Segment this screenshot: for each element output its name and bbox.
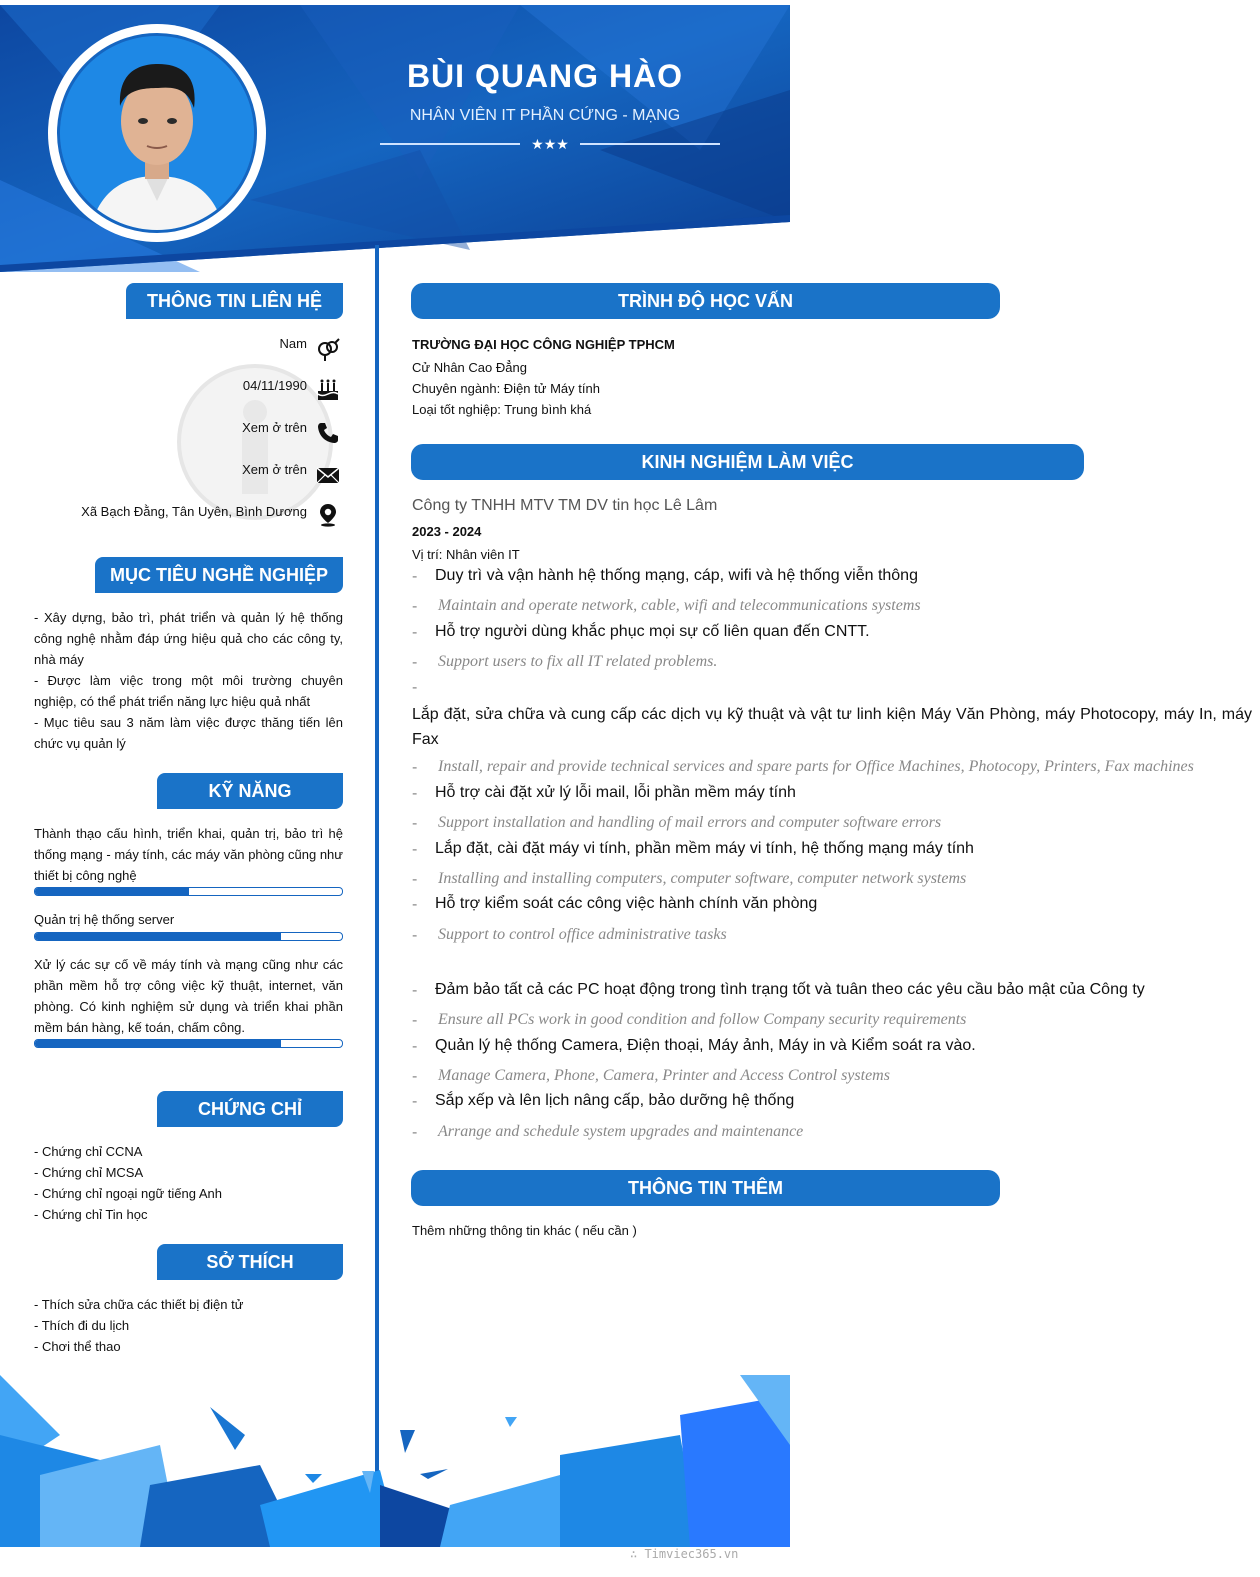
- bullet-dash: -: [412, 1124, 418, 1141]
- duty-vi: Lắp đặt, sửa chữa và cung cấp các dịch vụ kỹ thuật và vật tư linh kiện Máy Văn Phòng, máy Photocopy, máy In, máy Fax: [412, 706, 1252, 748]
- contact-phone: Xem ở trên: [242, 420, 307, 435]
- column-divider: [375, 245, 379, 1505]
- degree: Cử Nhân Cao Đẳng: [412, 360, 527, 375]
- contact-gender: Nam: [279, 336, 307, 351]
- list-item: - Chứng chỉ MCSA: [34, 1165, 144, 1180]
- list-item: - Thích sửa chữa các thiết bị điện tử: [34, 1297, 244, 1312]
- hobbies-heading: SỞ THÍCH: [157, 1244, 343, 1280]
- duty-vi: Duy trì và vận hành hệ thống mạng, cáp, wifi và hệ thống viễn thông: [435, 567, 918, 584]
- objective-line: - Xây dựng, bảo trì, phát triển và quản lý hệ thống công nghệ nhằm đáp ứng hiệu quả cho các công ty, nhà máy: [34, 610, 343, 667]
- education-heading: TRÌNH ĐỘ HỌC VẤN: [411, 283, 1000, 319]
- certificates-heading: CHỨNG CHỈ: [157, 1091, 343, 1127]
- bullet-dash: -: [412, 785, 418, 802]
- experience-heading: KINH NGHIỆM LÀM VIỆC: [411, 444, 1084, 480]
- contact-heading: THÔNG TIN LIÊN HỆ: [126, 283, 343, 319]
- bullet-dash: -: [412, 896, 418, 913]
- skill-bar-fill: [35, 933, 281, 940]
- duty-vi: Lắp đặt, cài đặt máy vi tính, phần mềm máy vi tính, hệ thống mạng máy tính: [435, 840, 974, 857]
- footer-banner: [0, 1375, 790, 1547]
- bullet-dash: -: [412, 815, 418, 832]
- skills-heading: KỸ NĂNG: [157, 773, 343, 809]
- school-name: TRƯỜNG ĐẠI HỌC CÔNG NGHIỆP TPHCM: [412, 337, 675, 352]
- graduation-grade: Loại tốt nghiệp: Trung bình khá: [412, 402, 592, 417]
- mail-icon: [316, 463, 340, 487]
- list-item: - Chứng chỉ CCNA: [34, 1144, 143, 1159]
- bullet-dash: -: [412, 982, 418, 999]
- list-item: - Thích đi du lịch: [34, 1318, 130, 1333]
- list-item: - Chứng chỉ ngoại ngữ tiếng Anh: [34, 1186, 222, 1201]
- objective-line: - Mục tiêu sau 3 năm làm việc được thăng tiến lên chức vụ quản lý: [34, 715, 343, 751]
- skill-text: Thành thạo cấu hình, triển khai, quản trị, bảo trì hệ thống mạng - máy tính, các máy văn phòng cũng như thiết bị công nghệ: [34, 826, 343, 883]
- duty-en: Install, repair and provide technical services and spare parts for Office Machines, Photocopy, Printers, Fax machines: [438, 758, 1194, 775]
- list-item: - Chứng chỉ Tin học: [34, 1207, 148, 1222]
- duty-en: Maintain and operate network, cable, wifi and telecommunications systems: [438, 597, 921, 614]
- work-position: Vị trí: Nhân viên IT: [412, 547, 520, 562]
- title-divider: [380, 134, 720, 154]
- location-icon: [316, 503, 340, 527]
- bullet-dash: -: [412, 624, 418, 641]
- duty-en: Arrange and schedule system upgrades and maintenance: [438, 1123, 804, 1140]
- duty-vi: Đảm bảo tất cả các PC hoạt động trong tình trạng tốt và tuân theo các yêu cầu bảo mật của Công ty: [435, 981, 1145, 998]
- bullet-dash: -: [412, 841, 418, 858]
- work-period: 2023 - 2024: [412, 524, 482, 539]
- bullet-dash: -: [412, 1093, 418, 1110]
- bullet-dash: -: [412, 871, 418, 888]
- bullet-dash: -: [412, 1012, 418, 1029]
- duty-en: Ensure all PCs work in good condition and follow Company security requirements: [438, 1011, 967, 1028]
- bullet-dash: -: [412, 927, 418, 944]
- additional-heading: THÔNG TIN THÊM: [411, 1170, 1000, 1206]
- job-title: NHÂN VIÊN IT PHẦN CỨNG - MẠNG: [409, 107, 681, 124]
- duty-vi: Hỗ trợ người dùng khắc phục mọi sự cố liên quan đến CNTT.: [435, 623, 870, 640]
- duty-vi: Hỗ trợ cài đặt xử lý lỗi mail, lỗi phần mềm máy tính: [435, 784, 796, 801]
- bullet-dash: -: [412, 759, 418, 776]
- additional-text: Thêm những thông tin khác ( nếu cần ): [412, 1223, 637, 1238]
- contact-email: Xem ở trên: [242, 462, 307, 477]
- candidate-name: BÙI QUANG HÀO: [406, 58, 684, 94]
- bullet-dash: -: [412, 568, 418, 585]
- duty-en: Manage Camera, Phone, Camera, Printer and Access Control systems: [438, 1067, 890, 1084]
- bullet-dash: -: [412, 654, 418, 671]
- skill-bar: [34, 887, 343, 896]
- objective-heading: MỤC TIÊU NGHỀ NGHIỆP: [95, 557, 343, 593]
- skill-bar: [34, 1039, 343, 1048]
- hobbies-list: [34, 1294, 243, 1357]
- watermark: ∴ Timviec365.vn: [630, 1547, 739, 1561]
- bullet-dash: -: [412, 598, 418, 615]
- bullet-dash: -: [412, 1068, 418, 1085]
- skill-bar-fill: [35, 888, 189, 895]
- phone-icon: [316, 421, 340, 445]
- avatar-frame: [48, 24, 266, 242]
- duty-en: Support to control office administrative tasks: [438, 926, 727, 943]
- duty-en: Support installation and handling of mail errors and computer software errors: [438, 814, 942, 831]
- duty-vi: Sắp xếp và lên lịch nâng cấp, bảo dưỡng hệ thống: [435, 1092, 795, 1109]
- duty-vi: Quản lý hệ thống Camera, Điện thoại, Máy ảnh, Máy in và Kiểm soát ra vào.: [435, 1037, 976, 1054]
- bullet-dash: -: [412, 679, 418, 696]
- svg-text:★★★: ★★★: [531, 137, 569, 153]
- bullet-dash: -: [412, 1038, 418, 1055]
- major: Chuyên ngành: Điện tử Máy tính: [412, 381, 600, 396]
- skill-bar: [34, 932, 343, 941]
- contact-birthday: 04/11/1990: [242, 378, 307, 393]
- duty-en: Support users to fix all IT related problems.: [438, 653, 718, 670]
- birthday-cake-icon: [316, 378, 340, 402]
- gender-icon: [316, 338, 340, 362]
- contact-address: Xã Bạch Đằng, Tân Uyên, Bình Dương: [81, 504, 307, 519]
- avatar: [57, 33, 257, 233]
- objective-text: [34, 607, 343, 754]
- duty-en: Installing and installing computers, computer software, computer network systems: [438, 870, 967, 887]
- skill-bar-fill: [35, 1040, 281, 1047]
- certificates-list: [34, 1141, 222, 1225]
- company-name: Công ty TNHH MTV TM DV tin học Lê Lâm: [412, 497, 718, 514]
- list-item: - Chơi thể thao: [34, 1339, 121, 1354]
- duty-vi: Hỗ trợ kiểm soát các công việc hành chính văn phòng: [435, 895, 818, 912]
- objective-line: - Được làm việc trong một môi trường chuyên nghiệp, có thể phát triển năng lực hiệu quả nhất: [34, 673, 343, 709]
- skill-text: Xử lý các sự cố về máy tính và mạng cũng như các phần mềm hỗ trợ công việc kỹ thuật, internet, văn phòng. Có kinh nghiệm sử dụng và triển khai phần mềm bán hàng, kế toán, chấm công.: [34, 957, 343, 1035]
- skill-text: Quản trị hệ thống server: [34, 912, 175, 927]
